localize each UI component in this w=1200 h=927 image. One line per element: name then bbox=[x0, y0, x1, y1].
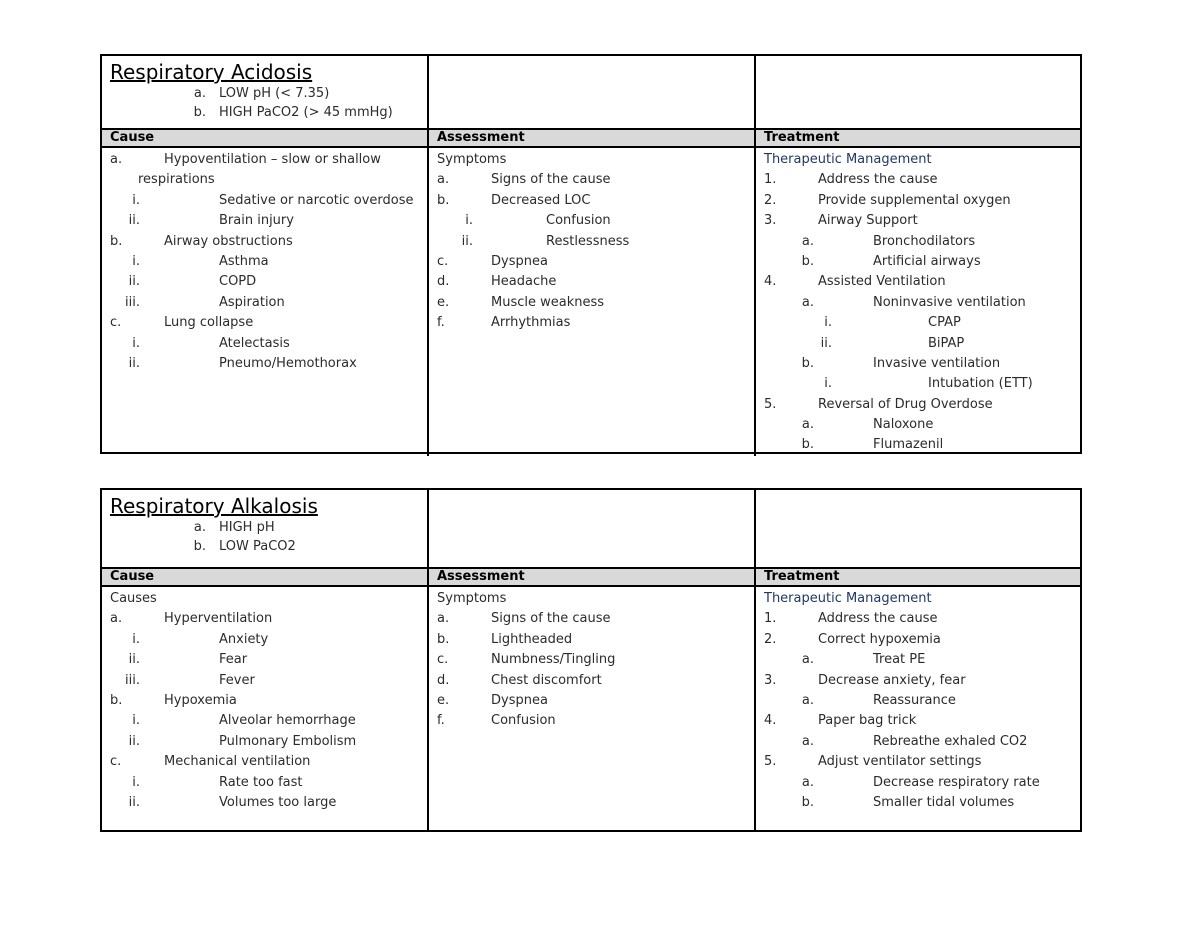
list-item-text: Asthma bbox=[219, 253, 269, 269]
list-item-text: Chest discomfort bbox=[491, 672, 602, 688]
list-marker: 5. bbox=[764, 754, 777, 770]
list-marker: i. bbox=[824, 315, 832, 331]
list-item bbox=[756, 334, 1080, 354]
list-item-text: Pulmonary Embolism bbox=[219, 733, 357, 749]
list-marker: i. bbox=[132, 335, 140, 351]
list-item-text: Hypoxemia bbox=[164, 692, 237, 708]
list-marker: d. bbox=[437, 672, 450, 688]
criterion-text: HIGH PaCO2 (> 45 mmHg) bbox=[219, 105, 393, 120]
list-marker: 2. bbox=[764, 631, 777, 647]
list-item-text: Restlessness bbox=[546, 233, 630, 249]
list-item-text: Reassurance bbox=[873, 692, 956, 708]
list-item-text: Invasive ventilation bbox=[873, 355, 1001, 371]
alkalosis-criterion bbox=[102, 518, 427, 537]
list-item bbox=[102, 773, 427, 793]
list-item-text: Arrhythmias bbox=[491, 315, 571, 331]
acidosis-blank-cell bbox=[429, 56, 756, 128]
list-marker: iii. bbox=[125, 672, 140, 688]
list-item-text: Headache bbox=[491, 274, 557, 290]
list-item bbox=[429, 191, 754, 211]
list-item bbox=[102, 752, 427, 772]
list-marker: a. bbox=[801, 652, 814, 668]
list-marker: ii. bbox=[128, 355, 140, 371]
list-marker: b. bbox=[193, 105, 206, 120]
alkalosis-assessment-list bbox=[429, 587, 756, 830]
list-marker: e. bbox=[437, 294, 450, 310]
list-item bbox=[102, 232, 427, 252]
alkalosis-assessment-header: Assessment bbox=[429, 567, 756, 587]
acidosis-blank-cell bbox=[756, 56, 1080, 128]
list-marker: a. bbox=[801, 233, 814, 249]
list-marker: 3. bbox=[764, 213, 777, 229]
list-item bbox=[102, 354, 427, 374]
list-marker: d. bbox=[437, 274, 450, 290]
list-item-text: Rate too fast bbox=[219, 774, 303, 790]
list-item bbox=[429, 313, 754, 333]
list-marker: i. bbox=[132, 192, 140, 208]
list-item bbox=[102, 252, 427, 272]
list-item bbox=[102, 609, 427, 629]
cause-heading: Causes bbox=[110, 591, 157, 606]
list-marker: c. bbox=[437, 652, 449, 668]
list-item-text: Airway obstructions bbox=[164, 233, 293, 249]
list-marker: b. bbox=[193, 539, 206, 554]
list-item-text: Provide supplemental oxygen bbox=[818, 192, 1011, 208]
list-marker: i. bbox=[132, 713, 140, 729]
list-marker: 2. bbox=[764, 192, 777, 208]
list-marker: a. bbox=[801, 294, 814, 310]
list-item bbox=[429, 630, 754, 650]
list-item-text: Aspiration bbox=[219, 294, 285, 310]
list-marker: a. bbox=[801, 774, 814, 790]
list-item-text: Dyspnea bbox=[491, 692, 548, 708]
assessment-items bbox=[429, 170, 754, 333]
list-item bbox=[756, 313, 1080, 333]
list-item-text: Intubation (ETT) bbox=[928, 376, 1033, 392]
list-item-text: Muscle weakness bbox=[491, 294, 605, 310]
treatment-heading: Therapeutic Management bbox=[764, 591, 932, 606]
list-marker: f. bbox=[437, 713, 445, 729]
alkalosis-table bbox=[100, 488, 1082, 832]
acidosis-title-cell bbox=[102, 56, 429, 128]
list-item bbox=[756, 252, 1080, 272]
list-marker: a. bbox=[437, 611, 450, 627]
list-marker: ii. bbox=[128, 274, 140, 290]
list-item-text: Paper bag trick bbox=[818, 713, 917, 729]
list-item bbox=[429, 272, 754, 292]
list-item-text: Volumes too large bbox=[219, 794, 337, 810]
list-item bbox=[756, 793, 1080, 813]
acidosis-cause-header: Cause bbox=[102, 128, 429, 148]
acidosis-assessment-header: Assessment bbox=[429, 128, 756, 148]
list-item-text: Mechanical ventilation bbox=[164, 754, 311, 770]
alkalosis-treatment-header: Treatment bbox=[756, 567, 1080, 587]
alkalosis-blank-cell bbox=[756, 490, 1080, 567]
list-item-text: Correct hypoxemia bbox=[818, 631, 941, 647]
list-item bbox=[102, 793, 427, 813]
list-item-text: Lung collapse bbox=[164, 315, 254, 331]
list-marker: b. bbox=[801, 437, 814, 453]
list-item bbox=[756, 211, 1080, 231]
list-marker: a. bbox=[110, 152, 123, 167]
alkalosis-title: Respiratory Alkalosis bbox=[110, 494, 318, 518]
list-marker: i. bbox=[824, 376, 832, 392]
list-marker: ii. bbox=[461, 233, 473, 249]
list-marker: a. bbox=[193, 520, 206, 535]
list-item-text: Hypoventilation – slow or shallow bbox=[164, 152, 381, 167]
list-item bbox=[429, 711, 754, 731]
list-item-text: Sedative or narcotic overdose bbox=[219, 192, 414, 208]
list-item bbox=[102, 732, 427, 752]
list-marker: b. bbox=[801, 794, 814, 810]
list-item-text: Anxiety bbox=[219, 631, 269, 647]
acidosis-table bbox=[100, 54, 1082, 454]
list-item bbox=[756, 354, 1080, 374]
alkalosis-treatment-list bbox=[756, 587, 1080, 830]
list-item-text: Reversal of Drug Overdose bbox=[818, 396, 993, 412]
list-item bbox=[102, 630, 427, 650]
list-marker: a. bbox=[801, 417, 814, 433]
list-marker: ii. bbox=[128, 652, 140, 668]
criterion-text: HIGH pH bbox=[219, 520, 275, 535]
list-item-text: Numbness/Tingling bbox=[491, 652, 616, 668]
list-item-text: Noninvasive ventilation bbox=[873, 294, 1026, 310]
list-item-text: Adjust ventilator settings bbox=[818, 754, 982, 770]
list-item bbox=[756, 293, 1080, 313]
list-item-text: Address the cause bbox=[818, 172, 938, 188]
list-item-text: COPD bbox=[219, 274, 257, 290]
list-item-text: Flumazenil bbox=[873, 437, 944, 453]
list-marker: i. bbox=[132, 253, 140, 269]
list-marker: ii. bbox=[128, 733, 140, 749]
list-marker: b. bbox=[801, 355, 814, 371]
list-item bbox=[102, 334, 427, 354]
list-item bbox=[102, 211, 427, 231]
list-item bbox=[102, 191, 427, 211]
list-item bbox=[429, 252, 754, 272]
list-item bbox=[102, 650, 427, 670]
list-item-text: Signs of the cause bbox=[491, 611, 611, 627]
list-item-text: Brain injury bbox=[219, 213, 294, 229]
list-marker: i. bbox=[132, 774, 140, 790]
list-marker: b. bbox=[437, 631, 450, 647]
list-item bbox=[756, 630, 1080, 650]
list-item-text: Dyspnea bbox=[491, 253, 548, 269]
list-item-text: Smaller tidal volumes bbox=[873, 794, 1015, 810]
list-item bbox=[429, 170, 754, 190]
list-marker: 5. bbox=[764, 396, 777, 412]
list-marker: c. bbox=[110, 754, 122, 770]
alkalosis-title-cell bbox=[102, 490, 429, 567]
list-marker: a. bbox=[801, 692, 814, 708]
list-item-text: respirations bbox=[138, 172, 215, 188]
criterion-text: LOW PaCO2 bbox=[219, 539, 296, 554]
list-marker: a. bbox=[437, 172, 450, 188]
list-item-text: Hyperventilation bbox=[164, 611, 273, 627]
acidosis-cause-list bbox=[102, 148, 429, 456]
list-item-text: Assisted Ventilation bbox=[818, 274, 946, 290]
list-item-text: BiPAP bbox=[928, 335, 965, 351]
list-marker: 4. bbox=[764, 713, 777, 729]
list-item-text: CPAP bbox=[928, 315, 961, 331]
list-item bbox=[756, 170, 1080, 190]
list-item-text: Decrease respiratory rate bbox=[873, 774, 1040, 790]
list-item-text: Treat PE bbox=[873, 652, 926, 668]
list-item bbox=[756, 732, 1080, 752]
list-item bbox=[429, 211, 754, 231]
acidosis-treatment-list bbox=[756, 148, 1080, 456]
list-marker: b. bbox=[437, 192, 450, 208]
list-marker: 3. bbox=[764, 672, 777, 688]
list-item-text: Confusion bbox=[491, 713, 556, 729]
list-marker: f. bbox=[437, 315, 445, 331]
list-marker: a. bbox=[110, 611, 123, 627]
list-item bbox=[102, 691, 427, 711]
list-item-text: Pneumo/Hemothorax bbox=[219, 355, 357, 371]
acidosis-title: Respiratory Acidosis bbox=[110, 60, 313, 84]
list-marker: 1. bbox=[764, 172, 777, 188]
list-item-text: Fever bbox=[219, 672, 255, 688]
list-item bbox=[102, 150, 427, 170]
list-marker: e. bbox=[437, 692, 450, 708]
list-marker: b. bbox=[110, 233, 123, 249]
list-item bbox=[429, 293, 754, 313]
list-marker: a. bbox=[801, 733, 814, 749]
list-marker: b. bbox=[801, 253, 814, 269]
list-item-text: Artificial airways bbox=[873, 253, 981, 269]
list-item bbox=[429, 609, 754, 629]
list-marker: 1. bbox=[764, 611, 777, 627]
acidosis-criterion bbox=[102, 84, 427, 103]
list-item bbox=[429, 691, 754, 711]
list-item-text: Alveolar hemorrhage bbox=[219, 713, 356, 729]
list-item bbox=[756, 773, 1080, 793]
list-marker: 4. bbox=[764, 274, 777, 290]
list-item bbox=[429, 232, 754, 252]
list-item bbox=[756, 232, 1080, 252]
treatment-items bbox=[756, 170, 1080, 455]
list-item bbox=[756, 609, 1080, 629]
list-item-text: Atelectasis bbox=[219, 335, 290, 351]
acidosis-criterion bbox=[102, 103, 427, 122]
list-item-text: Address the cause bbox=[818, 611, 938, 627]
list-item-text: Rebreathe exhaled CO2 bbox=[873, 733, 1028, 749]
list-item-text: Decreased LOC bbox=[491, 192, 591, 208]
list-item-text: Fear bbox=[219, 652, 248, 668]
list-item bbox=[756, 374, 1080, 394]
acidosis-assessment-list bbox=[429, 148, 756, 456]
list-item bbox=[429, 650, 754, 670]
list-item bbox=[756, 395, 1080, 415]
list-item bbox=[756, 650, 1080, 670]
list-item bbox=[756, 272, 1080, 292]
alkalosis-criterion bbox=[102, 537, 427, 556]
list-item-text: Signs of the cause bbox=[491, 172, 611, 188]
list-item-text: Lightheaded bbox=[491, 631, 573, 647]
list-marker: c. bbox=[437, 253, 449, 269]
list-item bbox=[102, 711, 427, 731]
alkalosis-cause-header: Cause bbox=[102, 567, 429, 587]
treatment-items bbox=[756, 609, 1080, 813]
alkalosis-cause-list bbox=[102, 587, 429, 830]
acidosis-treatment-header: Treatment bbox=[756, 128, 1080, 148]
treatment-heading: Therapeutic Management bbox=[764, 152, 932, 167]
list-item-text: Bronchodilators bbox=[873, 233, 976, 249]
list-item bbox=[102, 170, 427, 190]
list-marker: c. bbox=[110, 315, 122, 331]
list-item bbox=[756, 752, 1080, 772]
list-item bbox=[756, 435, 1080, 455]
list-marker: ii. bbox=[820, 335, 832, 351]
list-item bbox=[756, 671, 1080, 691]
list-item bbox=[102, 313, 427, 333]
list-marker: a. bbox=[193, 86, 206, 101]
list-marker: iii. bbox=[125, 294, 140, 310]
cause-items bbox=[102, 609, 427, 813]
list-item-text: Confusion bbox=[546, 213, 611, 229]
list-marker: i. bbox=[132, 631, 140, 647]
list-marker: b. bbox=[110, 692, 123, 708]
list-item bbox=[756, 711, 1080, 731]
list-marker: i. bbox=[465, 213, 473, 229]
assessment-heading: Symptoms bbox=[437, 591, 507, 606]
list-item bbox=[102, 671, 427, 691]
alkalosis-blank-cell bbox=[429, 490, 756, 567]
list-item bbox=[102, 293, 427, 313]
list-item-text: Naloxone bbox=[873, 417, 934, 433]
list-item bbox=[756, 191, 1080, 211]
criterion-text: LOW pH (< 7.35) bbox=[219, 86, 330, 101]
list-marker: ii. bbox=[128, 213, 140, 229]
list-item-text: Decrease anxiety, fear bbox=[818, 672, 966, 688]
assessment-heading: Symptoms bbox=[437, 152, 507, 167]
list-item bbox=[756, 691, 1080, 711]
list-item bbox=[429, 671, 754, 691]
assessment-items bbox=[429, 609, 754, 731]
list-item bbox=[756, 415, 1080, 435]
list-item-text: Airway Support bbox=[818, 213, 918, 229]
list-item bbox=[102, 272, 427, 292]
list-marker: ii. bbox=[128, 794, 140, 810]
